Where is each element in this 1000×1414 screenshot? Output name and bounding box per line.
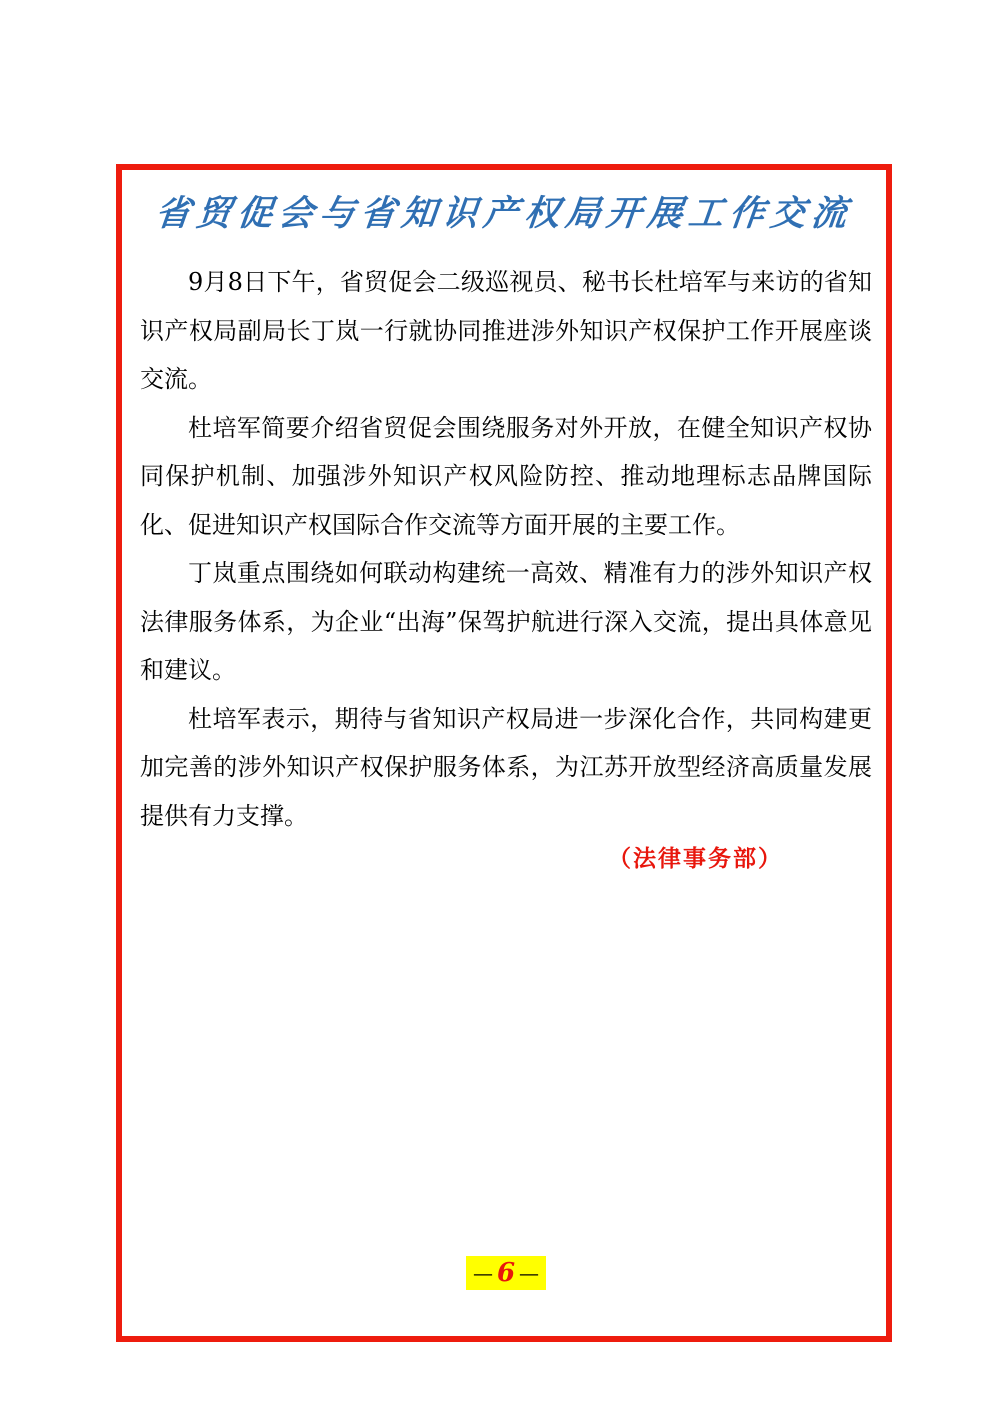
page-dash-left: —: [472, 1261, 493, 1285]
page-frame: [116, 164, 892, 1342]
source-department: （法律事务部）: [608, 845, 783, 872]
paragraph-3: 丁岚重点围绕如何联动构建统一高效、精准有力的涉外知识产权法律服务体系，为企业“出海”保驾护航进行深入交流，提出具体意见和建议。: [140, 559, 872, 684]
paragraph-1: 9月8日下午，省贸促会二级巡视员、秘书长杜培军与来访的省知识产权局副局长丁岚一行就协同推进涉外知识产权保护工作开展座谈交流。: [140, 268, 872, 393]
article-title: 省贸促会与省知识产权局开展工作交流: [153, 193, 855, 234]
page-number: [466, 1256, 546, 1290]
page-dash-right: —: [519, 1261, 540, 1285]
paragraph-2: 杜培军简要介绍省贸促会围绕服务对外开放，在健全知识产权协同保护机制、加强涉外知识产权风险防控、推动地理标志品牌国际化、促进知识产权国际合作交流等方面开展的主要工作。: [140, 413, 872, 539]
page-number-value: 6: [496, 1258, 516, 1288]
paragraph-4: 杜培军表示，期待与省知识产权局进一步深化合作，共同构建更加完善的涉外知识产权保护服务体系，为江苏开放型经济高质量发展提供有力支撑。: [140, 704, 872, 830]
article-body: [140, 258, 872, 840]
